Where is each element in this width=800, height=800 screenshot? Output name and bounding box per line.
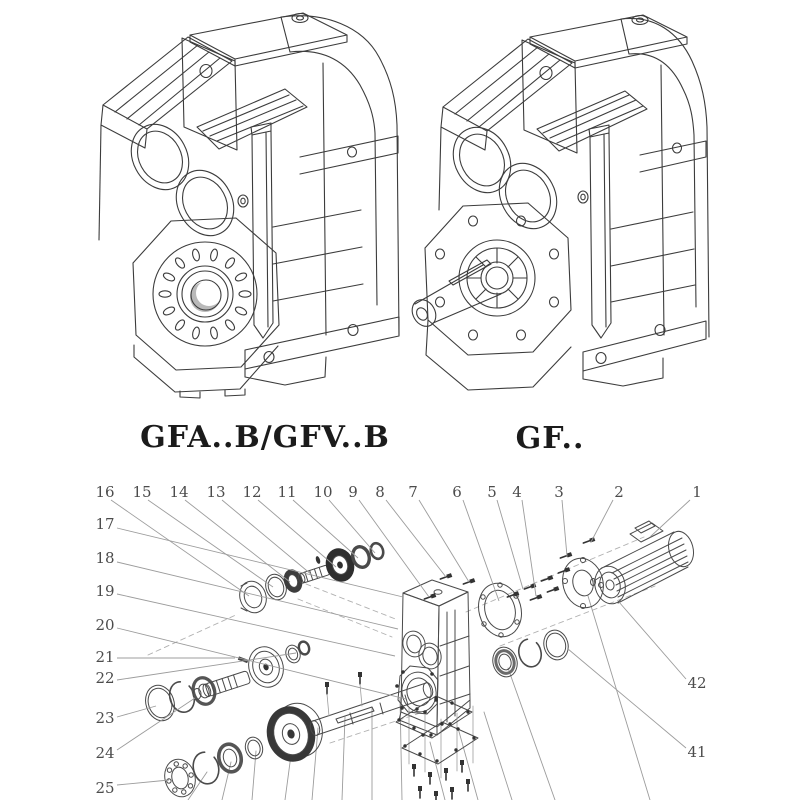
callout-number-5: 5 [487,483,497,501]
leader-line-11 [293,500,358,558]
callout-number-42: 42 [687,674,707,692]
callout-number-21: 21 [95,648,115,666]
leader-line-42 [619,602,686,679]
leader-line-7 [419,500,469,582]
leader-line-12 [258,500,336,567]
callout-number-3: 3 [554,483,564,501]
cropped-leader-lines [188,596,650,800]
callout-number-19: 19 [95,582,115,600]
callout-number-2: 2 [614,483,624,501]
callout-number-41: 41 [687,743,707,761]
callout-number-11: 11 [277,483,297,501]
leader-line-4 [522,500,536,596]
leader-line-6 [463,500,499,601]
figure-gf-drawing [407,15,709,390]
leader-line-3 [562,500,567,556]
figure-label-gf: GF.. [515,421,585,456]
leader-line-25 [117,780,169,785]
leader-line-10 [329,500,375,553]
leader-line-16 [111,500,249,596]
callout-number-24: 24 [95,744,115,762]
callout-number-9: 9 [348,483,358,501]
callout-number-6: 6 [452,483,462,501]
leader-line-2 [591,500,613,542]
figure-gfab-drawing [99,13,399,398]
input-shaft-parts [236,542,385,617]
callout-number-22: 22 [95,669,115,687]
callout-number-16: 16 [95,483,115,501]
leader-line-1 [650,500,690,537]
callout-number-23: 23 [95,709,115,727]
callout-number-14: 14 [169,483,189,501]
callout-number-20: 20 [95,616,115,634]
housing [395,580,470,735]
leader-line-17 [117,528,403,597]
motor [591,521,698,607]
leader-line-8 [386,500,446,577]
exploded-view [141,521,697,800]
leader-line-41 [568,649,686,748]
callout-number-15: 15 [132,483,152,501]
leader-line-9 [359,500,429,597]
callout-number-4: 4 [512,483,522,501]
callout-number-12: 12 [242,483,262,501]
leader-line-24 [117,698,195,750]
leader-line-14 [185,500,290,582]
leader-line-19 [117,594,395,656]
leader-line-23 [117,706,156,717]
callout-number-17: 17 [95,515,115,533]
leader-line-18 [117,562,398,629]
callout-number-7: 7 [408,483,418,501]
callout-number-1: 1 [692,483,702,501]
callout-number-18: 18 [95,549,115,567]
motor-side-parts [424,537,609,680]
output-shaft-parts [161,672,435,800]
leader-line-22 [117,653,296,680]
callout-number-8: 8 [375,483,385,501]
callout-number-13: 13 [206,483,226,501]
callout-number-25: 25 [95,779,115,797]
callout-number-10: 10 [313,483,333,501]
leader-line-5 [497,500,523,589]
figure-label-gfab: GFA..B/GFV..B [140,420,390,455]
